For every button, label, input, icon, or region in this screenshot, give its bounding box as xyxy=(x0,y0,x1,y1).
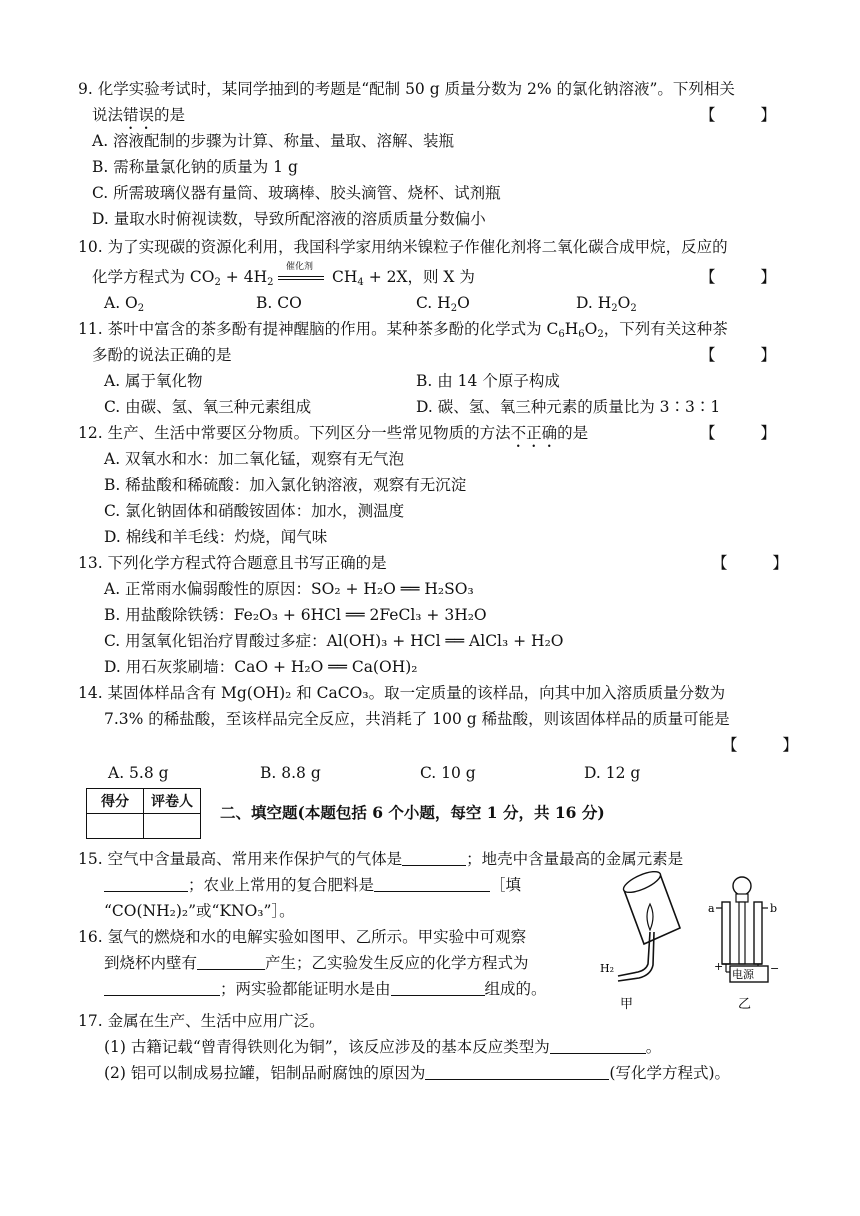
q10-equal-bar-top xyxy=(278,276,324,277)
label-b: b xyxy=(770,902,778,915)
score-cell[interactable] xyxy=(87,814,144,839)
q12-answer-bracket[interactable]: 【 】 xyxy=(700,424,796,442)
q13-option-a: A. 正常雨水偏弱酸性的原因：SO₂ + H₂O ══ H₂SO₃ xyxy=(104,580,474,598)
section-2-heading: 二、填空题(本题包括 6 个小题，每空 1 分，共 16 分) xyxy=(220,803,605,822)
power-label: 电源 xyxy=(732,968,754,981)
q11-answer-bracket[interactable]: 【 】 xyxy=(700,346,796,364)
q14-option-a: A. 5.8 g xyxy=(108,764,169,782)
q12-stem-line1: 12. 生产、生活中常要区分物质。下列区分一些常见物质的方法不正确的是 xyxy=(78,424,589,442)
q11-stem-line2: 多酚的说法正确的是 xyxy=(92,346,232,364)
q16-line1: 16. 氢气的燃烧和水的电解实验如图甲、乙所示。甲实验中可观察 xyxy=(78,928,527,946)
figure-label-jia: 甲 xyxy=(620,997,634,1012)
q10-answer-bracket[interactable]: 【 】 xyxy=(700,268,796,286)
q15-line1: 15. 空气中含量最高、常用来作保护气的气体是 ；地壳中含量最高的金属元素是 xyxy=(78,850,684,868)
q9-stem-tail: 的是 xyxy=(154,106,186,124)
q12-emphasis: 不正确 xyxy=(510,424,558,442)
beaker-apparatus xyxy=(618,868,680,981)
q13-option-b: B. 用盐酸除铁锈：Fe₂O₃ + 6HCl ══ 2FeCl₃ + 3H₂O xyxy=(104,606,487,624)
q17-sub1: (1) 古籍记载“曾青得铁则化为铜”，该反应涉及的基本反应类型为 。 xyxy=(104,1038,662,1056)
q15-blank-2[interactable] xyxy=(104,875,188,892)
q13-option-d: D. 用石灰浆刷墙：CaO + H₂O ══ Ca(OH)₂ xyxy=(104,658,418,676)
q12-option-c: C. 氯化钠固体和硝酸铵固体：加水，测温度 xyxy=(104,502,405,520)
q16-blank-3[interactable] xyxy=(391,979,485,996)
q9-answer-bracket[interactable]: 【 】 xyxy=(700,106,796,124)
electrolysis-apparatus xyxy=(716,877,768,982)
q17-stem: 17. 金属在生产、生活中应用广泛。 xyxy=(78,1012,325,1030)
q10-option-d: D. $H_2O_2$ xyxy=(576,294,637,314)
q10-equal-bar-bottom xyxy=(278,279,324,280)
q10-co2: 化学方程式为 CO xyxy=(92,268,215,286)
q11-option-c: C. 由碳、氢、氧三种元素组成 xyxy=(104,398,312,416)
q13-option-c: C. 用氢氧化铝治疗胃酸过多症：Al(OH)₃ + HCl ══ AlCl₃ + H₂O xyxy=(104,632,564,650)
q11-option-d: D. 碳、氢、氧三种元素的质量比为 3∶3∶1 xyxy=(416,398,721,416)
q9-stem-line2 xyxy=(92,104,185,133)
q11-option-a: A. 属于氧化物 xyxy=(104,372,203,390)
score-table xyxy=(86,788,201,839)
q15-blank-1[interactable] xyxy=(402,849,466,866)
q10-stem-line1: 10. 为了实现碳的资源化利用，我国科学家用纳米镍粒子作催化剂将二氧化碳合成甲烷，反应的 xyxy=(78,238,728,256)
q17-blank-2[interactable] xyxy=(425,1063,609,1080)
q10-option-a: A. $O_2$ xyxy=(104,294,145,314)
q9-option-a: A. 溶液配制的步骤为计算、称量、量取、溶解、装瓶 xyxy=(92,132,455,150)
q16-line2: 到烧杯内壁有 产生；乙实验发生反应的化学方程式为 xyxy=(104,954,529,972)
figure-label-yi: 乙 xyxy=(738,997,752,1012)
q10-stem-line2: 化学方程式为 $CO_2 + 4H_2$ xyxy=(92,268,274,288)
q10-catalyst-label: 催化剂 xyxy=(286,262,314,272)
q10-x: + 2X，则 X 为 xyxy=(363,268,475,286)
q12-option-a: A. 双氧水和水：加二氧化锰，观察有无气泡 xyxy=(104,450,405,468)
q10-stem-line2-tail: $CH_4 + 2X$，则 X 为 xyxy=(332,268,475,288)
q10-h2: + 4H xyxy=(220,268,268,286)
q14-answer-bracket[interactable]: 【 】 xyxy=(722,736,818,754)
q16-blank-1[interactable] xyxy=(197,953,265,970)
q14-option-c: C. 10 g xyxy=(420,764,476,782)
q11-option-b: B. 由 14 个原子构成 xyxy=(416,372,560,390)
q15-line2: ；农业上常用的复合肥料是 ［填 xyxy=(104,874,521,896)
q17-sub2: (2) 铝可以制成易拉罐，铝制品耐腐蚀的原因为 (写化学方程式)。 xyxy=(104,1064,730,1082)
plus-sign: + xyxy=(714,960,724,973)
q14-option-b: B. 8.8 g xyxy=(260,764,321,782)
q9-option-b: B. 需称量氯化钠的质量为 1 g xyxy=(92,158,298,176)
q10-ch4: CH xyxy=(332,268,358,286)
q12-option-d: D. 棉线和羊毛线：灼烧，闻气味 xyxy=(104,528,328,546)
q9-stem-text: 说法 xyxy=(92,106,124,124)
q10-option-c: C. $H_2O$ xyxy=(416,294,470,314)
score-header: 得分 xyxy=(87,789,144,814)
q12-option-b: B. 稀盐酸和稀硫酸：加入氯化钠溶液，观察有无沉淀 xyxy=(104,476,467,494)
q10-option-b: B. CO xyxy=(256,294,302,312)
experiment-figure xyxy=(598,868,788,1014)
q17-blank-1[interactable] xyxy=(550,1037,646,1054)
q16-blank-2[interactable] xyxy=(104,979,220,996)
q15-blank-3[interactable] xyxy=(374,875,490,892)
q9-option-c: C. 所需玻璃仪器有量筒、玻璃棒、胶头滴管、烧杯、试剂瓶 xyxy=(92,184,501,202)
grader-cell[interactable] xyxy=(144,814,201,839)
q9-stem-line1: 9. 化学实验考试时，某同学抽到的考题是“配制 50 g 质量分数为 2% 的氯化钠溶液”。下列相关 xyxy=(78,80,735,98)
q14-stem-line1: 14. 某固体样品含有 Mg(OH)₂ 和 CaCO₃。取一定质量的该样品，向其中加入溶质质量分数为 xyxy=(78,684,726,702)
grader-header: 评卷人 xyxy=(144,789,201,814)
q9-emphasis: 错误 xyxy=(123,106,155,124)
q13-answer-bracket[interactable]: 【 】 xyxy=(712,554,808,572)
h2-label: H₂ xyxy=(600,962,615,975)
q13-stem-line1: 13. 下列化学方程式符合题意且书写正确的是 xyxy=(78,554,387,572)
q14-option-d: D. 12 g xyxy=(584,764,641,782)
q15-line3: “CO(NH₂)₂”或“KNO₃”］。 xyxy=(104,902,295,920)
q9-option-d: D. 量取水时俯视读数，导致所配溶液的溶质质量分数偏小 xyxy=(92,210,486,228)
minus-sign: − xyxy=(770,962,780,975)
label-a: a xyxy=(708,902,715,915)
q14-stem-line2: 7.3% 的稀盐酸，至该样品完全反应，共消耗了 100 g 稀盐酸，则该固体样品的质量可能是 xyxy=(104,710,730,728)
q16-line3: ；两实验都能证明水是由 组成的。 xyxy=(104,978,547,1000)
q11-stem-line1: 11. 茶叶中富含的茶多酚有提神醒脑的作用。某种茶多酚的化学式为 $C_6H_6O_2$，下列有关这种茶 xyxy=(78,320,728,340)
